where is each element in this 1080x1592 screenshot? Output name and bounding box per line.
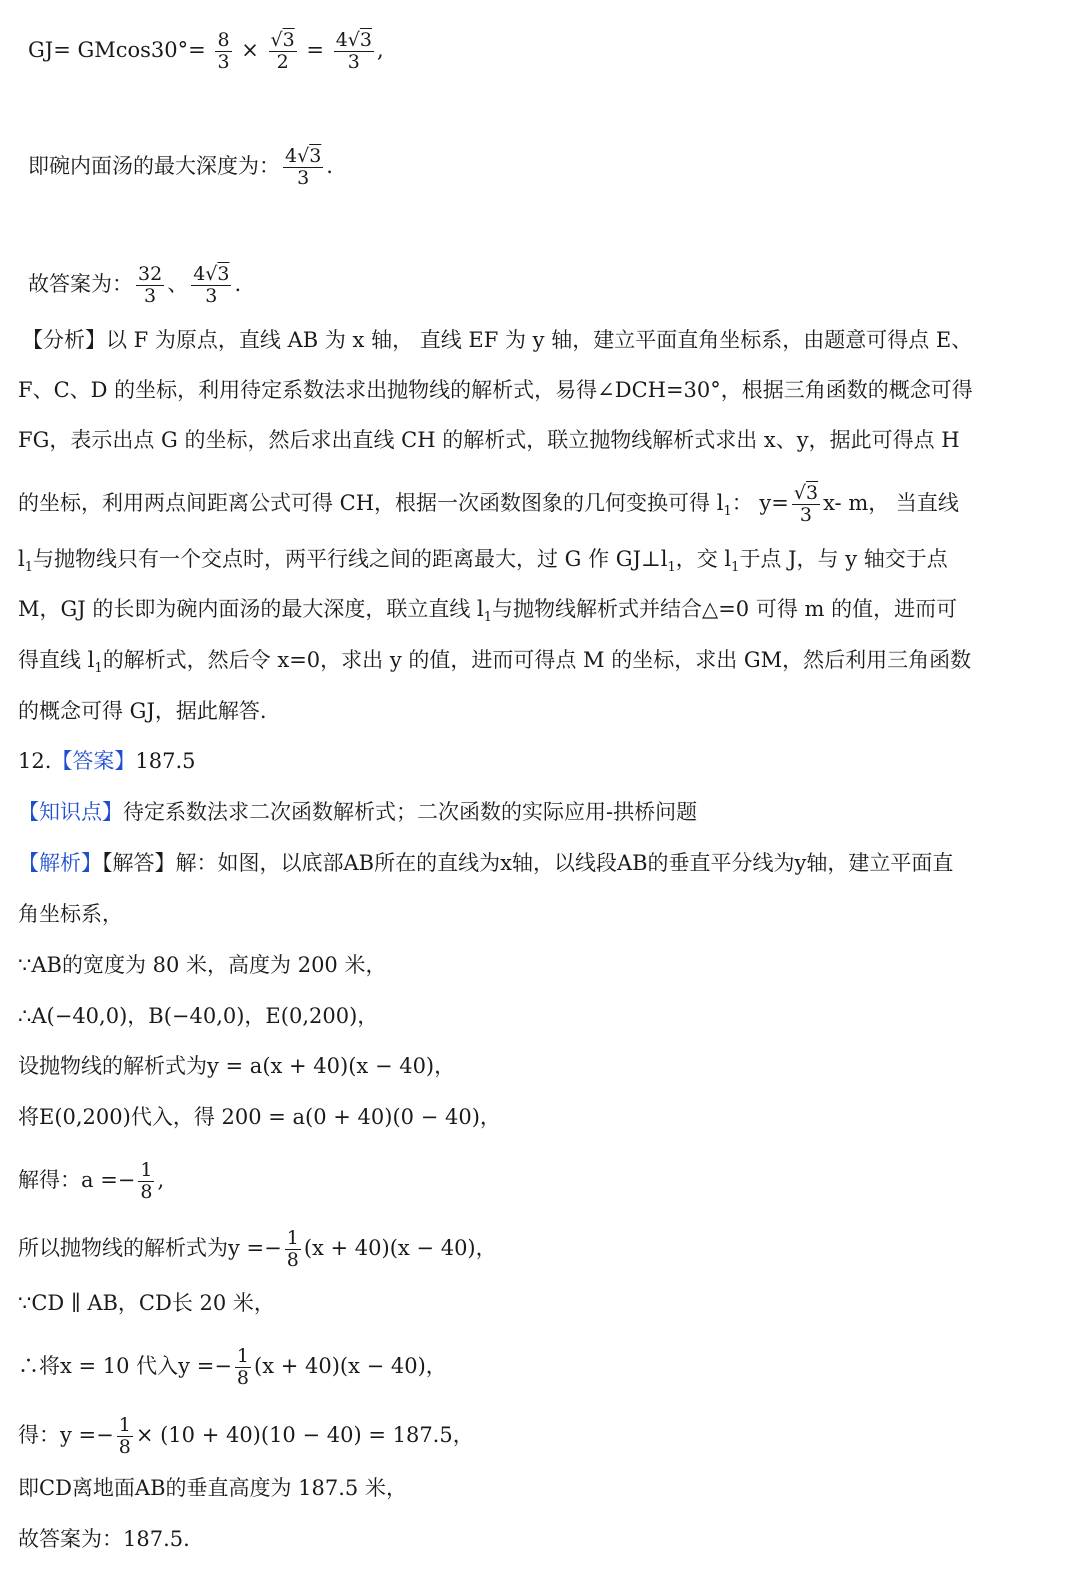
answer-value: 187.5 (135, 749, 196, 773)
fraction-one-eighth: $\frac{1}{8}$ (286, 1227, 299, 1271)
analysis-line-6: M，GJ 的长即为碗内面汤的最大深度，联立直线 $l_1$与抛物线解析式并结合△=0 可得 m 的值，进而可 (18, 597, 958, 626)
fraction-8-3: $\frac{8}{3}$ (217, 29, 230, 73)
question-number: 12. (18, 749, 52, 773)
analysis-line-3: FG，表示出点 G 的坐标，然后求出直线 CH 的解析式，联立抛物线解析式求出 x、y，据此可得点 H (18, 428, 960, 452)
fraction-one-eighth: $\frac{1}{8}$ (118, 1414, 131, 1458)
solution-line-3: ∵AB的宽度为 80 米，高度为 200 米， (18, 953, 387, 977)
fraction-sqrt3-2: $\frac{√3}{2}$ (270, 29, 295, 73)
solution-line-9: ∵CD ∥ AB，CD长 20 米， (18, 1291, 275, 1315)
solution-line-1: 【解析】【解答】解：如图，以底部AB所在的直线为x轴，以线段AB的垂直平分线为y轴，建立平面直 (18, 851, 954, 875)
solution-line-8: 所以抛物线的解析式为y =− $\frac{1}{8}$ (x + 40)(x − 40)， (18, 1227, 497, 1271)
solution-line-11: 得：y =− $\frac{1}{8}$ × (10 + 40)(10 − 40) = 187.5， (18, 1414, 474, 1458)
solution-tag: 【解答】 (102, 851, 176, 875)
q12-answer-line (18, 746, 196, 776)
analysis-line-2: F、C、D 的坐标，利用待定系数法求出抛物线的解析式，易得∠DCH=30°，根据三角函数的概念可得 (18, 378, 973, 402)
solution-line-2: 角坐标系， (18, 902, 123, 926)
answer-fraction-1: $\frac{32}{3}$ (138, 263, 163, 307)
analysis-line-8: 的概念可得 GJ，据此解答. (18, 699, 267, 723)
solution-line-4: ∴A(−40,0)，B(−40,0)，E(0,200)， (18, 1004, 379, 1028)
sqrt3-over-3-fraction: $\frac{√3}{3}$ (793, 482, 819, 526)
solution-line-5: 设抛物线的解析式为y = a(x + 40)(x − 40)， (18, 1054, 456, 1078)
solution-line-10: ∴将x = 10 代入y =− $\frac{1}{8}$ (x + 40)(x − 40)， (18, 1345, 447, 1389)
times-sign: × (241, 38, 259, 62)
knowledge-point-text: 待定系数法求二次函数解析式；二次函数的实际应用-拱桥问题 (123, 800, 698, 824)
analysis-tag: 【分析】 (22, 328, 106, 352)
solution-line-6: 将E(0,200)代入，得 200 = a(0 + 40)(0 − 40)， (18, 1105, 501, 1129)
analysis-line-5: $l_1$与抛物线只有一个交点时，两平行线之间的距离最大，过 G 作 $GJ\perp l_1$，交 $l_1$于点 J，与 y 轴交于点 (18, 547, 948, 576)
solution-line-7: 解得：a =− $\frac{1}{8}$ , (18, 1159, 165, 1203)
analysis-line-4: 的坐标，利用两点间距离公式可得 CH，根据一次函数图象的几何变换可得 $l_1$： y= $\frac{√3}{3}$ x- m， 当直线 (18, 482, 959, 526)
depth-text: 即碗内面汤的最大深度为： (28, 154, 280, 178)
max-depth-line: 即碗内面汤的最大深度为： $\frac{4√3}{3}$ . (28, 145, 333, 189)
answer-tag: 【答案】 (51, 749, 136, 773)
depth-fraction: $\frac{4√3}{3}$ (285, 145, 322, 189)
gj-lhs: GJ= GMcos30°= (28, 38, 206, 62)
analysis-line-1: 【分析】以 F 为原点，直线 AB 为 x 轴， 直线 EF 为 y 轴，建立平面直角坐标系，由题意可得点 E、 (22, 328, 973, 352)
analysis-line-7: 得直线 $l_1$的解析式，然后令 x=0，求出 y 的值，进而可得点 M 的坐标，求出 GM，然后利用三角函数 (18, 648, 972, 677)
fraction-4sqrt3-3: $\frac{4√3}{3}$ (335, 29, 372, 73)
equals-sign: = (306, 38, 325, 62)
knowledge-point-tag: 【知识点】 (18, 800, 123, 824)
analysis-label-tag: 【解析】 (18, 851, 102, 875)
gj-formula-line: GJ= GMcos30°= $\frac{8}{3}$ × $\frac{√3}{2}$ = $\frac{4√3}{3}$ , (28, 29, 384, 73)
answer-label: 故答案为： (28, 272, 133, 296)
fraction-one-eighth: $\frac{1}{8}$ (236, 1345, 250, 1389)
knowledge-point-line (18, 797, 697, 827)
prev-answer-line: 故答案为： $\frac{32}{3}$ 、 $\frac{4√3}{3}$ . (28, 263, 242, 307)
answer-fraction-2: $\frac{4√3}{3}$ (193, 263, 230, 307)
solution-line-12: 即CD离地面AB的垂直高度为 187.5 米， (18, 1476, 407, 1500)
solution-line-13: 故答案为：187.5. (18, 1527, 190, 1551)
fraction-one-eighth: $\frac{1}{8}$ (140, 1159, 153, 1203)
